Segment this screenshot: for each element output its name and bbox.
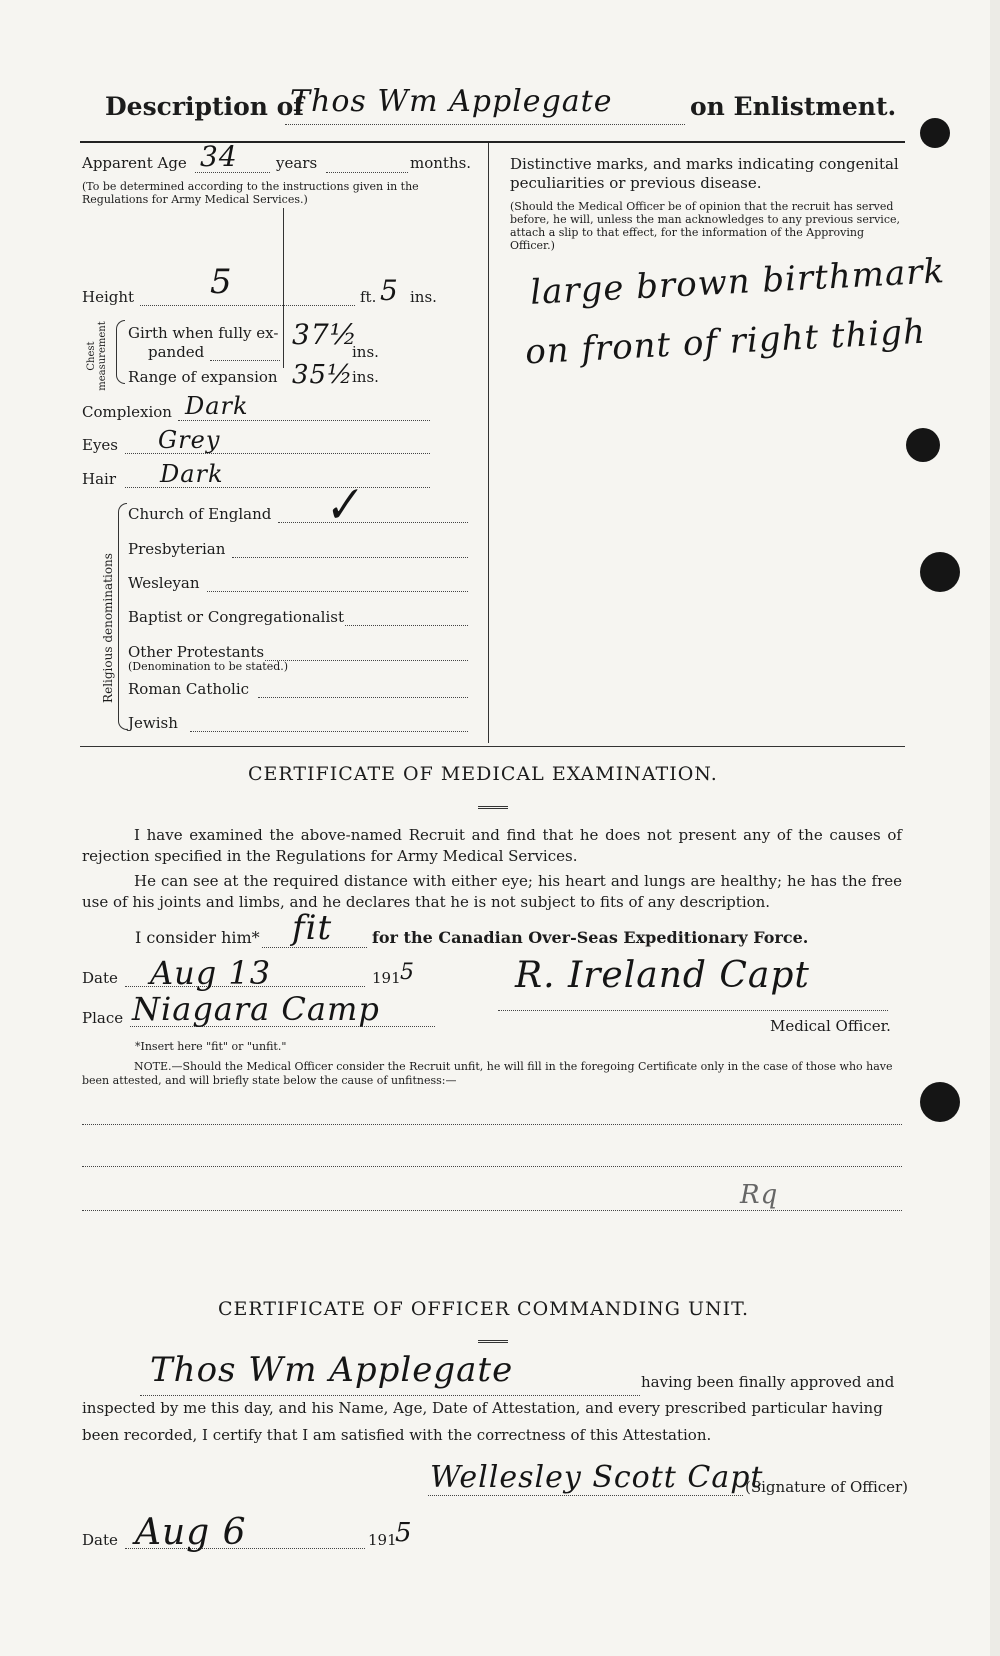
unfit-line <box>82 1124 902 1125</box>
religion-line <box>207 591 468 592</box>
insert-note: *Insert here "fit" or "unfit." <box>135 1040 287 1053</box>
medical-year-prefix: 191 <box>372 969 401 987</box>
medical-para-2: He can see at the required distance with either eye; his heart and lungs are healthy; he has the free use of his joints and limbs, and he declares that he is not subject to fits of any description. <box>82 872 902 911</box>
marks-hand-2: on front of right thigh <box>524 311 927 373</box>
medical-place-value: Niagara Camp <box>132 990 380 1028</box>
marks-hand-1: large brown birthmark <box>529 251 946 313</box>
complexion-line <box>178 420 430 421</box>
years-label: years <box>276 154 318 172</box>
hair-line <box>125 487 430 488</box>
height-in-value: 5 <box>380 274 399 307</box>
hair-value: Dark <box>160 460 224 488</box>
hair-label: Hair <box>82 470 116 488</box>
chest-brace <box>116 320 125 384</box>
ins-label: ins. <box>410 288 437 306</box>
medical-heading: CERTIFICATE OF MEDICAL EXAMINATION. <box>248 763 718 785</box>
range-value: 35½ <box>292 360 354 390</box>
height-ft-line <box>140 305 355 306</box>
punch-hole <box>920 1082 960 1122</box>
medical-year-value: 5 <box>400 960 415 985</box>
header-suffix: on Enlistment. <box>690 92 897 121</box>
commanding-para-start: having been finally approved and <box>641 1373 895 1391</box>
medical-date-label: Date <box>82 969 118 987</box>
medical-para-1: I have examined the above-named Recruit and find that he does not present any of the causes of rejection specified in the Regulations for Army Medical Services. <box>82 826 902 865</box>
medical-note: NOTE.—Should the Medical Officer consider the Recruit unfit, he will fill in the foregoing Certificate only in the case of those who have been attested, and will briefly state below the cause of unfitness:— <box>82 1060 893 1087</box>
commanding-signature-label: (Signature of Officer) <box>745 1478 909 1496</box>
left-inner-divider <box>283 208 284 368</box>
height-label: Height <box>82 288 135 306</box>
punch-hole <box>906 428 940 462</box>
commanding-ornament <box>478 1340 508 1343</box>
column-divider <box>488 143 489 743</box>
force-label: for the Canadian Over-Seas Expeditionary Force. <box>372 928 809 947</box>
marks-heading-2: peculiarities or previous disease. <box>510 174 762 192</box>
medical-officer-label: Medical Officer. <box>770 1017 891 1035</box>
commanding-name-line <box>140 1395 640 1396</box>
height-ft-value: 5 <box>210 262 233 302</box>
girth-line <box>210 360 280 361</box>
commanding-year-prefix: 191 <box>368 1531 397 1549</box>
checkmark-icon: ✓ <box>317 474 366 536</box>
commanding-year-value: 5 <box>395 1518 413 1548</box>
religion-line <box>265 660 468 661</box>
range-unit: ins. <box>352 368 379 386</box>
religion-jewish: Jewish <box>128 714 178 732</box>
commanding-date-label: Date <box>82 1531 118 1549</box>
girth-value: 37½ <box>292 318 358 351</box>
ft-label: ft. <box>360 288 377 306</box>
girth-label-1: Girth when fully ex- <box>128 324 279 342</box>
medical-ornament <box>478 806 508 809</box>
medical-officer-line <box>498 1010 888 1011</box>
complexion-label: Complexion <box>82 403 172 421</box>
consider-label: I consider him* <box>135 928 260 947</box>
section-rule <box>80 746 905 747</box>
religion-line <box>232 557 468 558</box>
religion-brace <box>118 503 127 730</box>
header-prefix: Description of <box>105 92 305 121</box>
punch-hole <box>920 552 960 592</box>
age-value: 34 <box>200 140 238 173</box>
commanding-name-hand: Thos Wm Applegate <box>150 1350 514 1390</box>
religion-other-protestants: Other Protestants <box>128 643 265 661</box>
chest-label: Chest measurement <box>86 321 108 391</box>
commanding-para-line3: been recorded, I certify that I am satisfied with the correctness of this Attestation. <box>82 1426 712 1444</box>
complexion-value: Dark <box>185 392 249 420</box>
religion-line <box>278 522 468 523</box>
medical-place-label: Place <box>82 1009 124 1027</box>
unfit-line <box>82 1210 902 1211</box>
commanding-date-value: Aug 6 <box>135 1512 247 1553</box>
eyes-label: Eyes <box>82 436 118 454</box>
religion-line <box>345 625 468 626</box>
age-note: (To be determined according to the instructions given in the Regulations for Army Medical Services.) <box>82 180 419 206</box>
unfit-line <box>82 1166 902 1167</box>
religion-church-of-england: Church of England <box>128 505 272 523</box>
religion-roman-catholic: Roman Catholic <box>128 680 250 698</box>
stamp-mark: Rq <box>740 1180 779 1210</box>
commanding-signature: Wellesley Scott Capt <box>430 1460 764 1495</box>
medical-date-value: Aug 13 <box>150 954 272 992</box>
marks-note: (Should the Medical Officer be of opinion that the recruit has served before, he will, unless the man acknowledges to any previous service, attach a slip to that effect, for the information of the Approving Officer.) <box>510 200 900 252</box>
commanding-para-line2: inspected by me this day, and his Name, Age, Date of Attestation, and every prescribed particular having <box>82 1399 883 1417</box>
religion-line <box>258 697 468 698</box>
religion-line <box>190 731 468 732</box>
girth-label-2: panded <box>148 343 205 361</box>
months-line <box>326 172 408 173</box>
other-protestants-note: (Denomination to be stated.) <box>128 660 289 673</box>
consider-value: fit <box>292 908 333 948</box>
recruit-name-hand: Thos Wm Applegate <box>290 84 613 119</box>
months-label: months. <box>410 154 472 172</box>
religion-wesleyan: Wesleyan <box>128 574 200 592</box>
range-label: Range of expansion <box>128 368 278 386</box>
eyes-line <box>125 453 430 454</box>
commanding-signature-line <box>428 1495 743 1496</box>
apparent-age-label: Apparent Age <box>82 154 187 172</box>
religion-baptist: Baptist or Congregationalist <box>128 608 344 626</box>
girth-unit: ins. <box>352 343 379 361</box>
religion-presbyterian: Presbyterian <box>128 540 226 558</box>
eyes-value: Grey <box>158 426 221 454</box>
age-line <box>195 172 270 173</box>
medical-officer-signature: R. Ireland Capt <box>515 955 810 996</box>
punch-hole <box>920 118 950 148</box>
marks-heading-1: Distinctive marks, and marks indicating congenital <box>510 155 899 173</box>
header-name-line <box>285 124 685 125</box>
religion-label: Religious denominations <box>101 553 115 703</box>
commanding-heading: CERTIFICATE OF OFFICER COMMANDING UNIT. <box>218 1298 750 1320</box>
